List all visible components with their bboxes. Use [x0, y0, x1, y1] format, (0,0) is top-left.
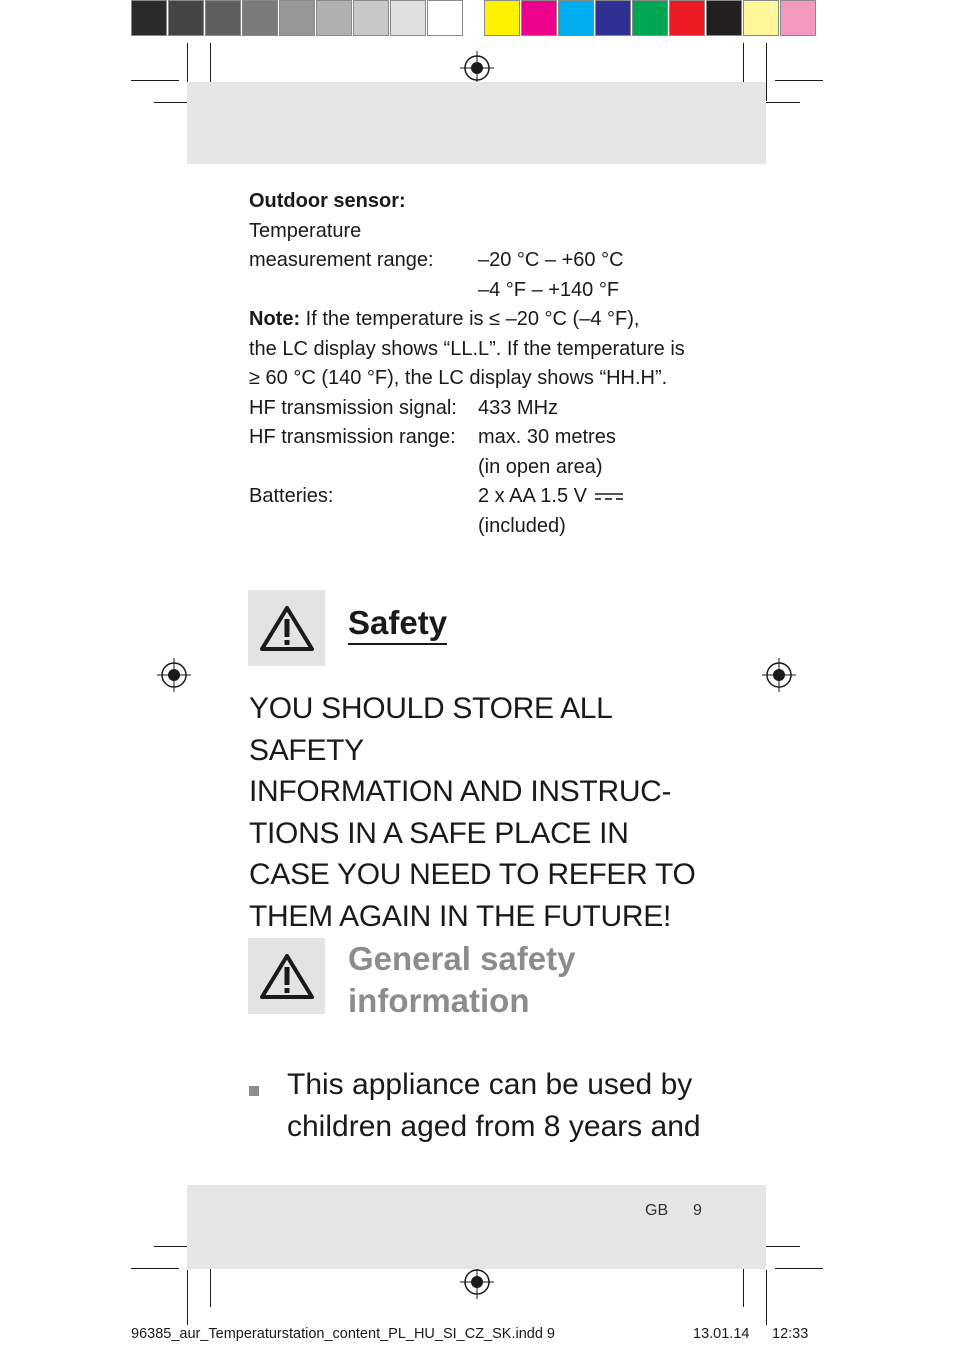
note-text-2: the LC display shows “LL.L”. If the temperature is	[249, 337, 685, 360]
batteries-value-2: (included)	[478, 514, 566, 537]
warning-line: YOU SHOULD STORE ALL SAFETY	[249, 692, 612, 767]
color-swatch	[390, 0, 426, 36]
color-swatch	[484, 0, 520, 36]
color-swatch	[706, 0, 742, 36]
footer-page-number: 9	[693, 1202, 702, 1219]
warning-line: THEM AGAIN IN THE FUTURE!	[249, 899, 671, 933]
footer-band	[187, 1185, 766, 1269]
general-safety-icon-box	[248, 938, 325, 1014]
bullet-line: This appliance can be used by	[287, 1068, 693, 1101]
batteries-label: Batteries:	[249, 485, 334, 507]
safety-warning-text	[249, 688, 729, 937]
safety-heading: Safety	[348, 603, 447, 645]
general-heading-line: information	[348, 982, 530, 1019]
registration-mark-icon	[460, 51, 494, 85]
hf-range-value: max. 30 metres	[478, 426, 616, 448]
outdoor-sensor-specs	[249, 187, 709, 541]
color-swatch	[205, 0, 241, 36]
registration-mark-icon	[460, 1265, 494, 1299]
batteries-value-wrap	[478, 482, 624, 512]
color-swatch	[669, 0, 705, 36]
color-swatch	[558, 0, 594, 36]
hf-signal-label: HF transmission signal:	[249, 396, 457, 419]
footer-language: GB	[645, 1202, 669, 1219]
color-swatch	[131, 0, 167, 36]
color-swatch	[632, 0, 668, 36]
temp-celsius-value: –20 °C – +60 °C	[478, 249, 624, 271]
slug-filename: 96385_aur_Temperaturstation_content_PL_HU_SI_CZ_SK.indd 9	[131, 1326, 555, 1342]
general-safety-heading	[348, 938, 678, 1022]
crop-mark	[775, 1268, 823, 1269]
color-swatch	[595, 0, 631, 36]
safety-icon-box	[248, 590, 325, 666]
header-band	[187, 82, 766, 164]
crop-mark	[775, 80, 823, 81]
warning-line: INFORMATION AND INSTRUC-	[249, 775, 672, 808]
process-color-bar	[484, 0, 817, 40]
registration-mark-icon	[157, 658, 191, 692]
dc-symbol-icon	[594, 490, 624, 504]
color-swatch	[353, 0, 389, 36]
bullet-text	[287, 1064, 727, 1148]
hf-range-value-2: (in open area)	[478, 455, 603, 478]
note-text-1: If the temperature is ≤ –20 °C (–4 °F),	[300, 308, 640, 330]
crop-mark	[131, 80, 179, 81]
warning-line: TIONS IN A SAFE PLACE IN	[249, 816, 629, 850]
warning-triangle-icon	[259, 952, 315, 1000]
warning-line: CASE YOU NEED TO REFER TO	[249, 858, 696, 891]
crop-mark	[187, 1270, 188, 1325]
general-heading-line: General safety	[348, 940, 576, 977]
color-swatch	[743, 0, 779, 36]
color-swatch	[168, 0, 204, 36]
color-swatch	[279, 0, 315, 36]
bullet-square-icon	[249, 1086, 259, 1096]
crop-mark	[766, 43, 767, 101]
crop-mark	[760, 102, 800, 103]
color-swatch	[316, 0, 352, 36]
crop-mark	[131, 1268, 179, 1269]
note-text-3: ≥ 60 °C (140 °F), the LC display shows “HH.H”.	[249, 367, 668, 389]
hf-range-label: HF transmission range:	[249, 426, 456, 448]
gray-color-bar	[131, 0, 464, 40]
temp-label-2: measurement range:	[249, 249, 434, 271]
color-swatch	[427, 0, 463, 36]
temp-fahrenheit-value: –4 °F – +140 °F	[478, 278, 620, 301]
hf-signal-value: 433 MHz	[478, 396, 559, 419]
registration-mark-icon	[762, 658, 796, 692]
note-label: Note:	[249, 308, 301, 330]
color-swatch	[242, 0, 278, 36]
warning-triangle-icon	[259, 604, 315, 652]
slug-time: 12:33	[772, 1326, 809, 1342]
slug-date: 13.01.14	[693, 1326, 750, 1342]
color-swatch	[780, 0, 816, 36]
batteries-value: 2 x AA 1.5 V	[478, 485, 587, 507]
crop-mark	[766, 1270, 767, 1325]
color-swatch	[521, 0, 557, 36]
temp-label: Temperature	[249, 219, 362, 242]
spec-heading: Outdoor sensor:	[249, 190, 406, 212]
crop-mark	[760, 1246, 800, 1247]
bullet-line: children aged from 8 years and	[287, 1110, 701, 1143]
